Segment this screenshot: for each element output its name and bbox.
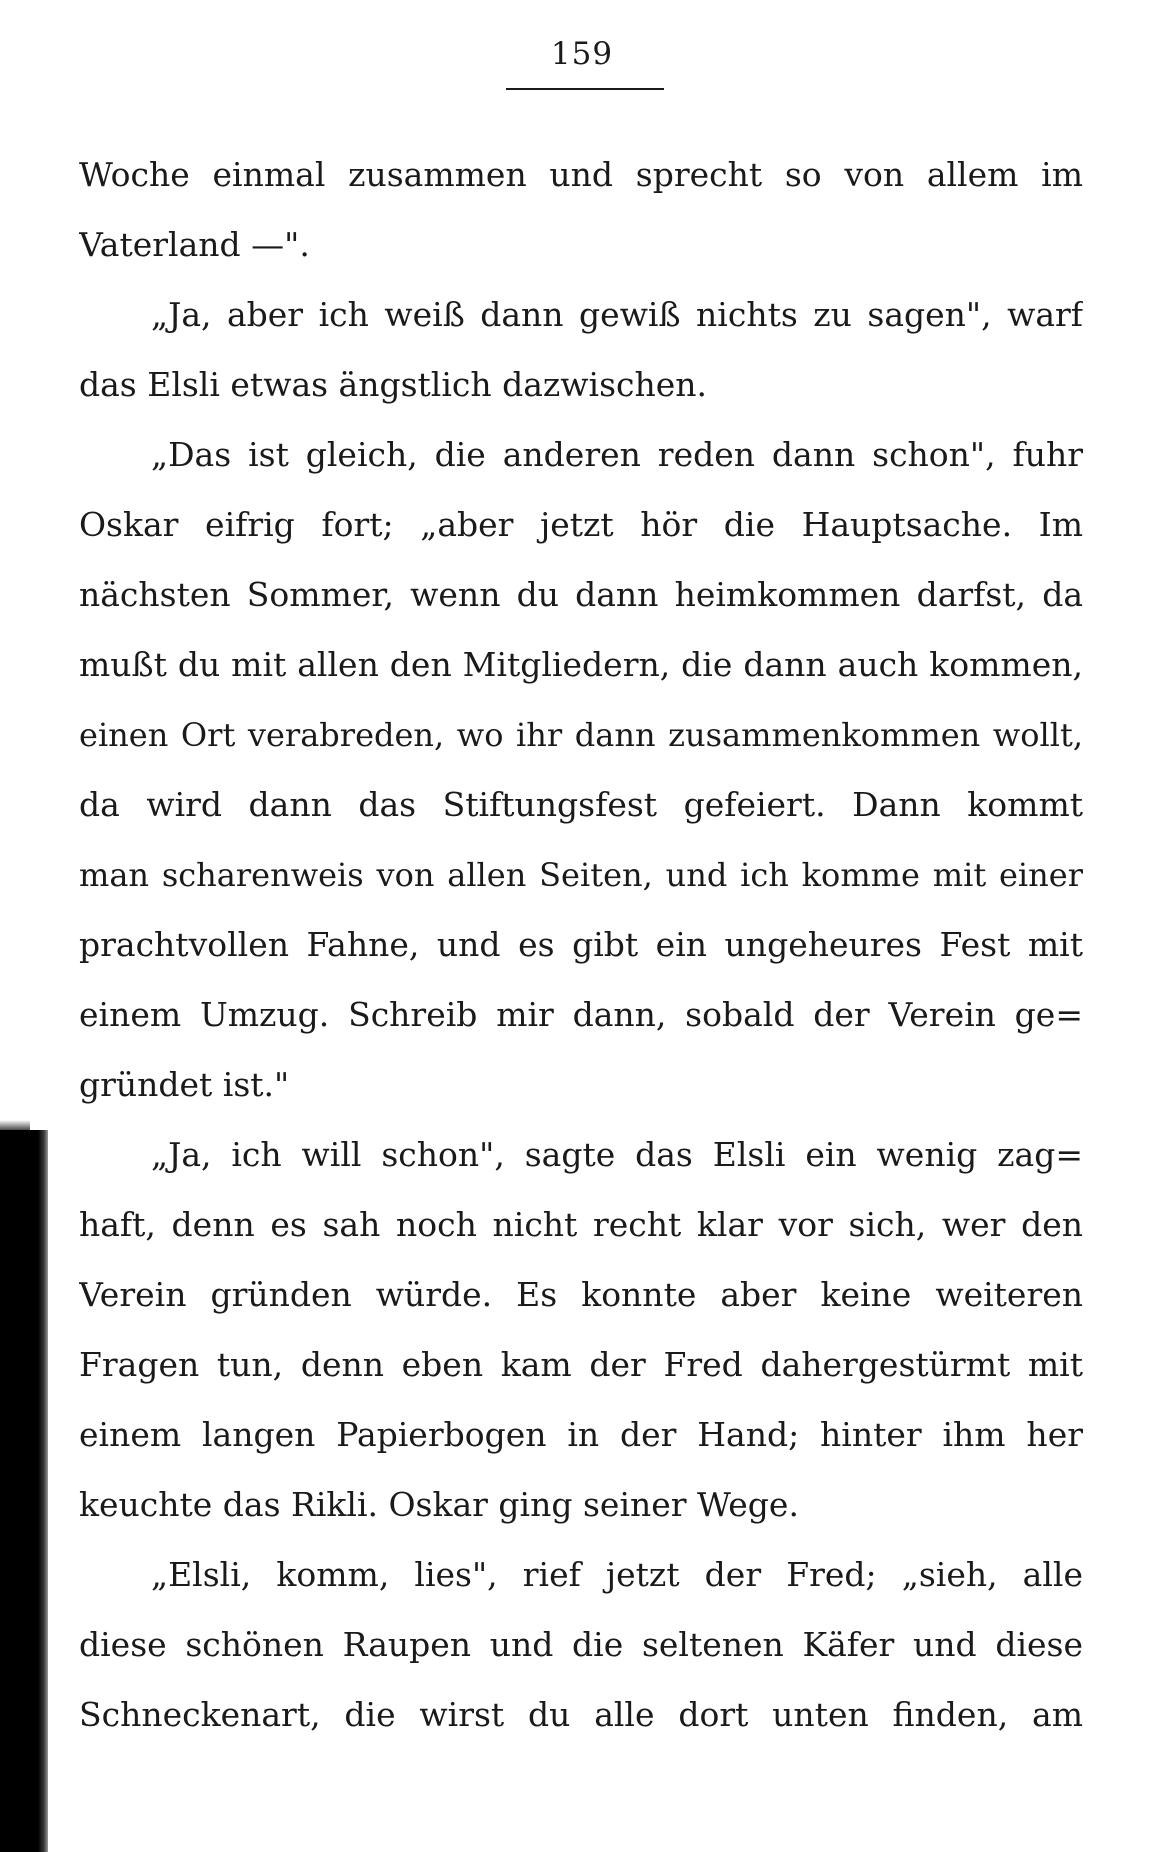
text-line: mußt du mit allen den Mitgliedern, die dann auch kommen, (79, 645, 1083, 684)
text-line: Fragen tun, denn eben kam der Fred dahergestürmt mit (79, 1345, 1083, 1384)
text-line: „Das ist gleich, die anderen reden dann schon", fuhr (151, 435, 1083, 474)
text-line: einen Ort verabreden, wo ihr dann zusammenkommen wollt, (79, 716, 1083, 754)
text-line: nächsten Sommer, wenn du dann heimkommen darfst, da (79, 575, 1083, 614)
text-line: Schneckenart, die wirst du alle dort unten finden, am (79, 1695, 1083, 1734)
page-edge-shadow (0, 1130, 48, 1852)
text-line: diese schönen Raupen und die seltenen Käfer und diese (79, 1625, 1083, 1664)
text-line: „Ja, aber ich weiß dann gewiß nichts zu sagen", warf (151, 295, 1083, 334)
text-line: „Elsli, komm, lies", rief jetzt der Fred; „sieh, alle (151, 1555, 1083, 1594)
text-line: da wird dann das Stiftungsfest gefeiert. Dann kommt (79, 785, 1083, 824)
body-text (79, 140, 1083, 1750)
page-number-rule (506, 88, 664, 90)
text-line: gründet ist." (79, 1065, 290, 1104)
text-line: Vaterland —". (79, 225, 310, 264)
text-line: das Elsli etwas ängstlich dazwischen. (79, 365, 708, 404)
text-line: einem langen Papierbogen in der Hand; hinter ihm her (79, 1415, 1083, 1454)
text-line: Woche einmal zusammen und sprecht so von allem im (79, 155, 1083, 194)
text-line: „Ja, ich will schon", sagte das Elsli ein wenig zag= (151, 1135, 1083, 1174)
page-number: 159 (550, 36, 614, 72)
text-line: haft, denn es sah noch nicht recht klar vor sich, wer den (79, 1205, 1083, 1244)
text-line: man scharenweis von allen Seiten, und ich komme mit einer (79, 856, 1083, 894)
text-line: Verein gründen würde. Es konnte aber keine weiteren (79, 1275, 1083, 1314)
text-line: prachtvollen Fahne, und es gibt ein ungeheures Fest mit (79, 925, 1083, 964)
text-line: einem Umzug. Schreib mir dann, sobald der Verein ge= (79, 995, 1083, 1034)
text-line: keuchte das Rikli. Oskar ging seiner Wege. (79, 1485, 799, 1524)
text-line: Oskar eifrig fort; „aber jetzt hör die Hauptsache. Im (79, 505, 1083, 544)
